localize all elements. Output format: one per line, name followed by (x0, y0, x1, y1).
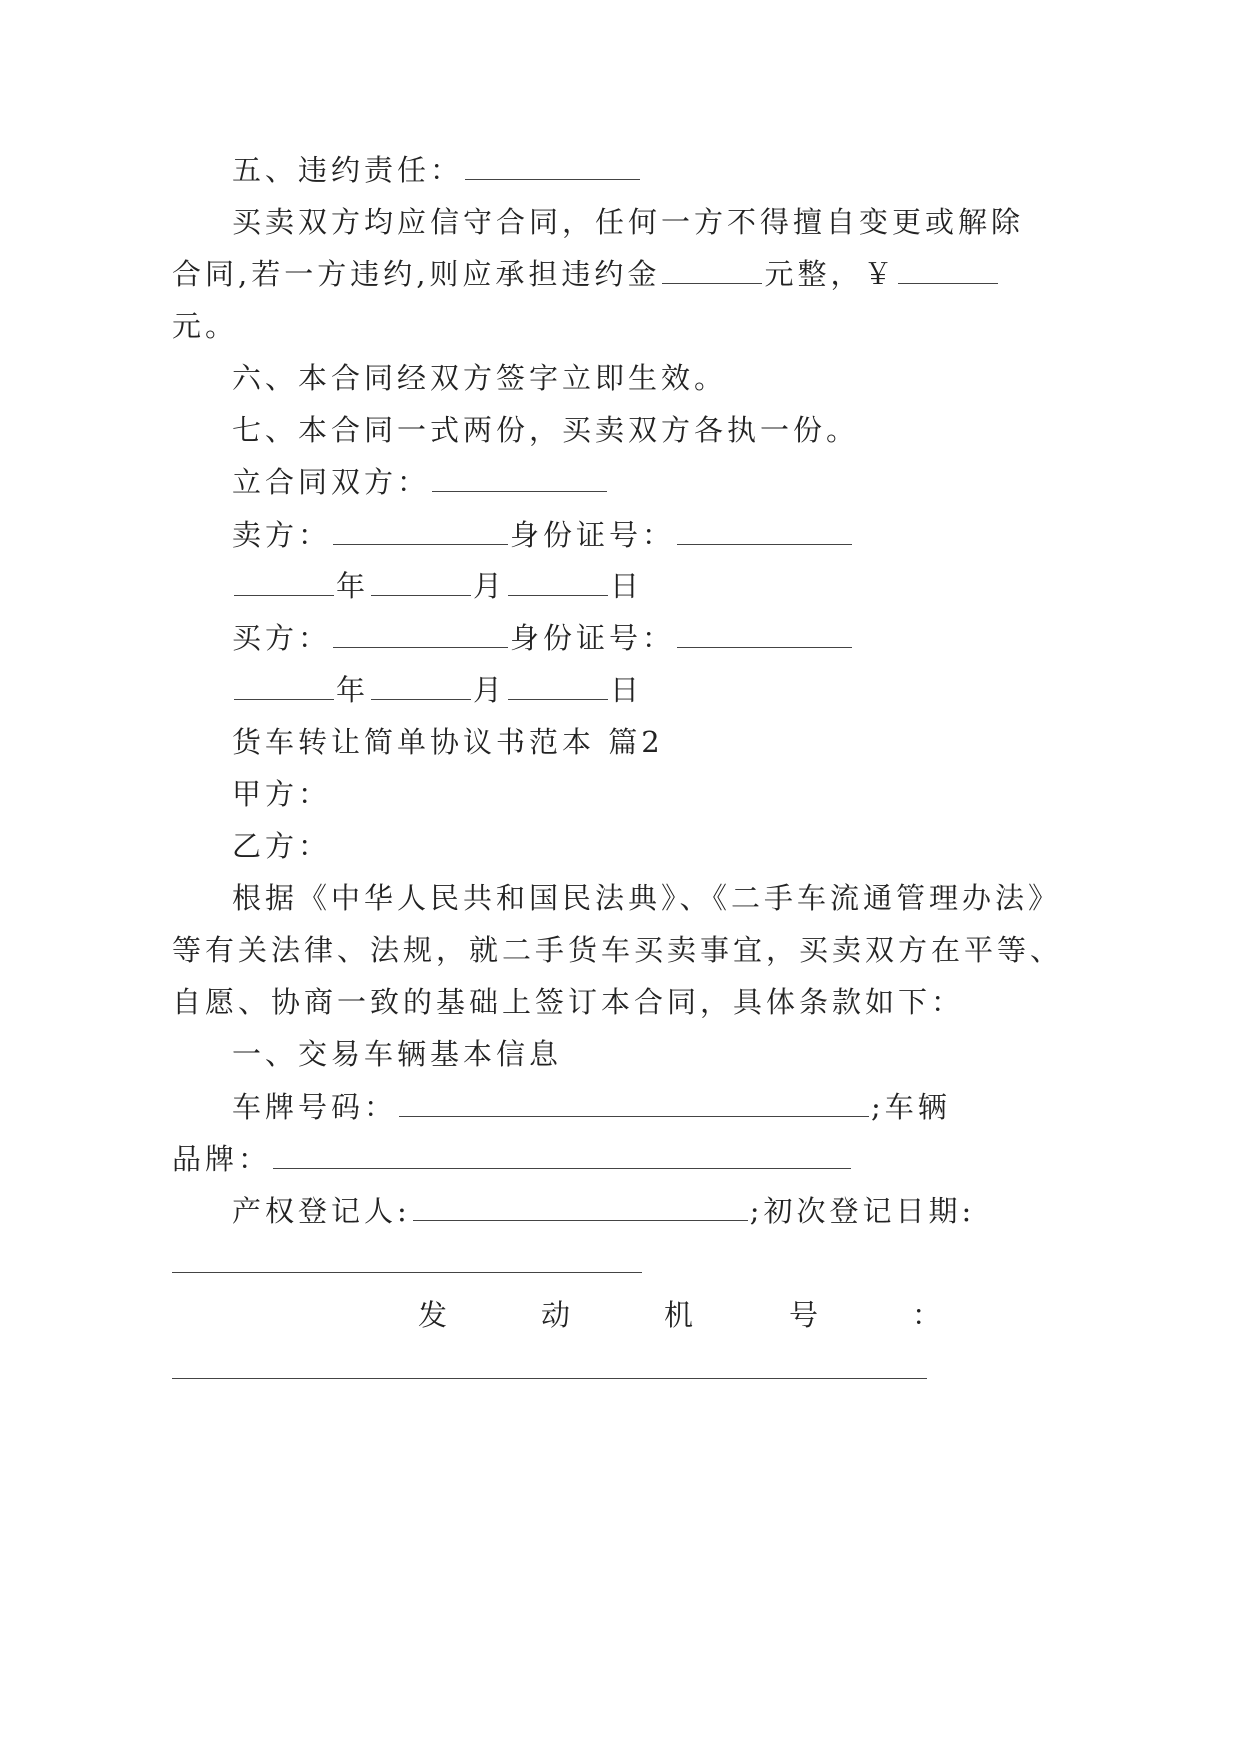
month-blank (371, 569, 471, 596)
owner-blank (413, 1194, 748, 1221)
section-5-paragraph-line-1: 买卖双方均应信守合同，任何一方不得擅自变更或解除 (232, 205, 1025, 239)
day-blank (508, 569, 608, 596)
section-7: 七、本合同一式两份，买卖双方各执一份。 (232, 413, 860, 447)
year-blank (234, 673, 334, 700)
owner-label: 产权登记人: (232, 1194, 411, 1228)
engine-char-3: 机 (664, 1298, 694, 1332)
first-reg-blank (172, 1272, 642, 1273)
party-b-label: 乙方： (232, 829, 332, 863)
penalty-unit-text: 元整，￥ (764, 257, 897, 291)
engine-number-blank (172, 1378, 927, 1379)
penalty-text: 合同,若一方违约,则应承担违约金 (172, 257, 661, 291)
heading-article-2: 货车转让简单协议书范本 篇2 (232, 725, 664, 759)
basis-paragraph-line-2: 等有关法律、法规，就二手货车买卖事宜，买卖双方在平等、 (172, 933, 1064, 967)
seller-line (232, 515, 854, 555)
buyer-name-blank (333, 621, 508, 648)
first-reg-label: ;初次登记日期: (749, 1194, 976, 1228)
brand-label-part-2: 品牌： (172, 1142, 272, 1176)
buyer-label: 买方： (232, 621, 332, 655)
plate-line (232, 1087, 951, 1127)
seller-id-blank (677, 518, 852, 545)
year-blank (234, 569, 334, 596)
day-blank (508, 673, 608, 700)
parties-line (232, 462, 609, 502)
year-label: 年 (336, 673, 370, 707)
parties-label: 立合同双方： (232, 465, 431, 499)
engine-colon: ： (912, 1298, 942, 1332)
section-5-title-line (232, 150, 642, 190)
month-label: 月 (473, 569, 507, 603)
day-label: 日 (610, 673, 644, 707)
plate-label: 车牌号码： (232, 1090, 398, 1124)
buyer-id-label: 身份证号： (510, 621, 676, 655)
brand-blank (273, 1142, 851, 1169)
seller-date-line (232, 566, 643, 606)
seller-name-blank (333, 518, 508, 545)
section-1-title: 一、交易车辆基本信息 (232, 1037, 563, 1071)
buyer-id-blank (677, 621, 852, 648)
owner-line (232, 1191, 975, 1231)
section-5-paragraph-line-2 (172, 254, 1000, 294)
section-5-title: 五、违约责任： (232, 153, 464, 187)
brand-line (172, 1139, 853, 1179)
day-label: 日 (610, 569, 644, 603)
brand-label-part-1: ;车辆 (871, 1090, 951, 1124)
seller-id-label: 身份证号： (510, 518, 676, 552)
month-label: 月 (473, 673, 507, 707)
buyer-date-line (232, 670, 643, 710)
party-a-label: 甲方： (232, 777, 332, 811)
section-5-paragraph-line-3: 元。 (172, 309, 239, 343)
penalty-amount-blank (662, 257, 762, 284)
plate-blank (399, 1090, 869, 1117)
parties-blank (432, 465, 607, 492)
blank-field (465, 153, 640, 180)
engine-char-4: 号 (789, 1298, 819, 1332)
seller-label: 卖方： (232, 518, 332, 552)
buyer-line (232, 618, 854, 658)
penalty-yuan-blank (898, 257, 998, 284)
month-blank (371, 673, 471, 700)
engine-char-2: 动 (541, 1298, 571, 1332)
year-label: 年 (336, 569, 370, 603)
engine-char-1: 发 (418, 1298, 448, 1332)
basis-paragraph-line-3: 自愿、协商一致的基础上签订本合同，具体条款如下： (172, 985, 965, 1019)
basis-paragraph-line-1: 根据《中华人民共和国民法典》、《二手车流通管理办法》 (232, 881, 1062, 915)
section-6: 六、本合同经双方签字立即生效。 (232, 361, 728, 395)
